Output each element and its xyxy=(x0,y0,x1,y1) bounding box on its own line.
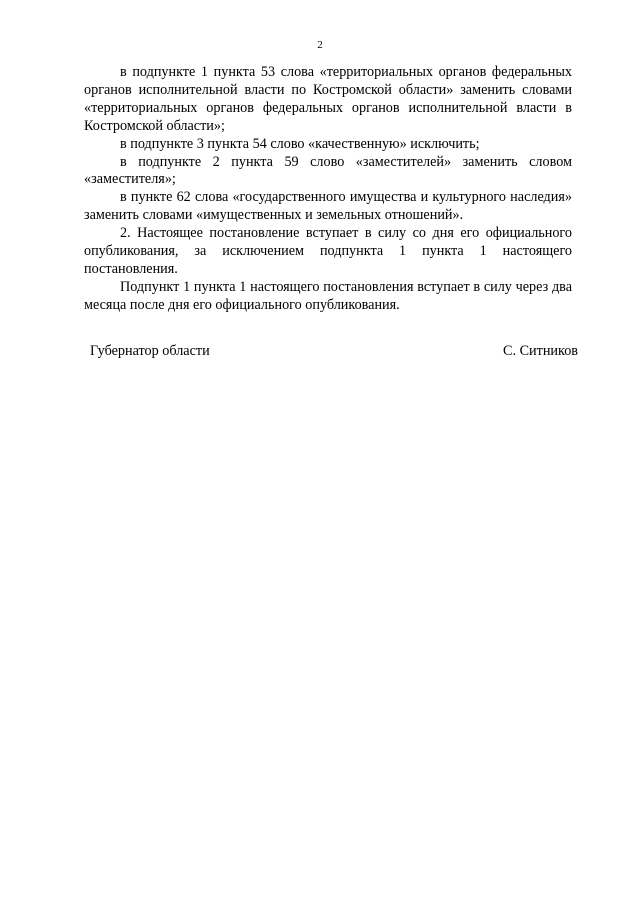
paragraph-effective-date: 2. Настоящее постановление вступает в силу со дня его официального опубликования, за исключением подпункта 1 пункта 1 настоящего постановления. xyxy=(84,225,572,277)
paragraph-delayed-effect: Подпункт 1 пункта 1 настоящего постановления вступает в силу через два месяца после дня его официального опубликования. xyxy=(84,278,572,313)
page-number: 2 xyxy=(317,39,323,51)
signature-block xyxy=(90,342,578,360)
paragraph-amendment-54: в подпункте 3 пункта 54 слово «качественную» исключить; xyxy=(120,135,480,152)
document-body xyxy=(84,64,572,315)
signatory-name: С. Ситников xyxy=(503,343,578,359)
paragraph-amendment-62: в пункте 62 слова «государственного имущества и культурного наследия» заменить словами «имущественных и земельных отношений». xyxy=(84,189,572,224)
signatory-position: Губернатор области xyxy=(90,343,210,359)
paragraph-amendment-59: в подпункте 2 пункта 59 слово «заместителей» заменить словом «заместителя»; xyxy=(84,153,572,188)
paragraph-amendment-53: в подпункте 1 пункта 53 слова «территориальных органов федеральных органов исполнительной власти по Костромской области» заменить словами «территориальных органов федеральных органов исполнительной власти в Костромской области»; xyxy=(84,64,572,134)
